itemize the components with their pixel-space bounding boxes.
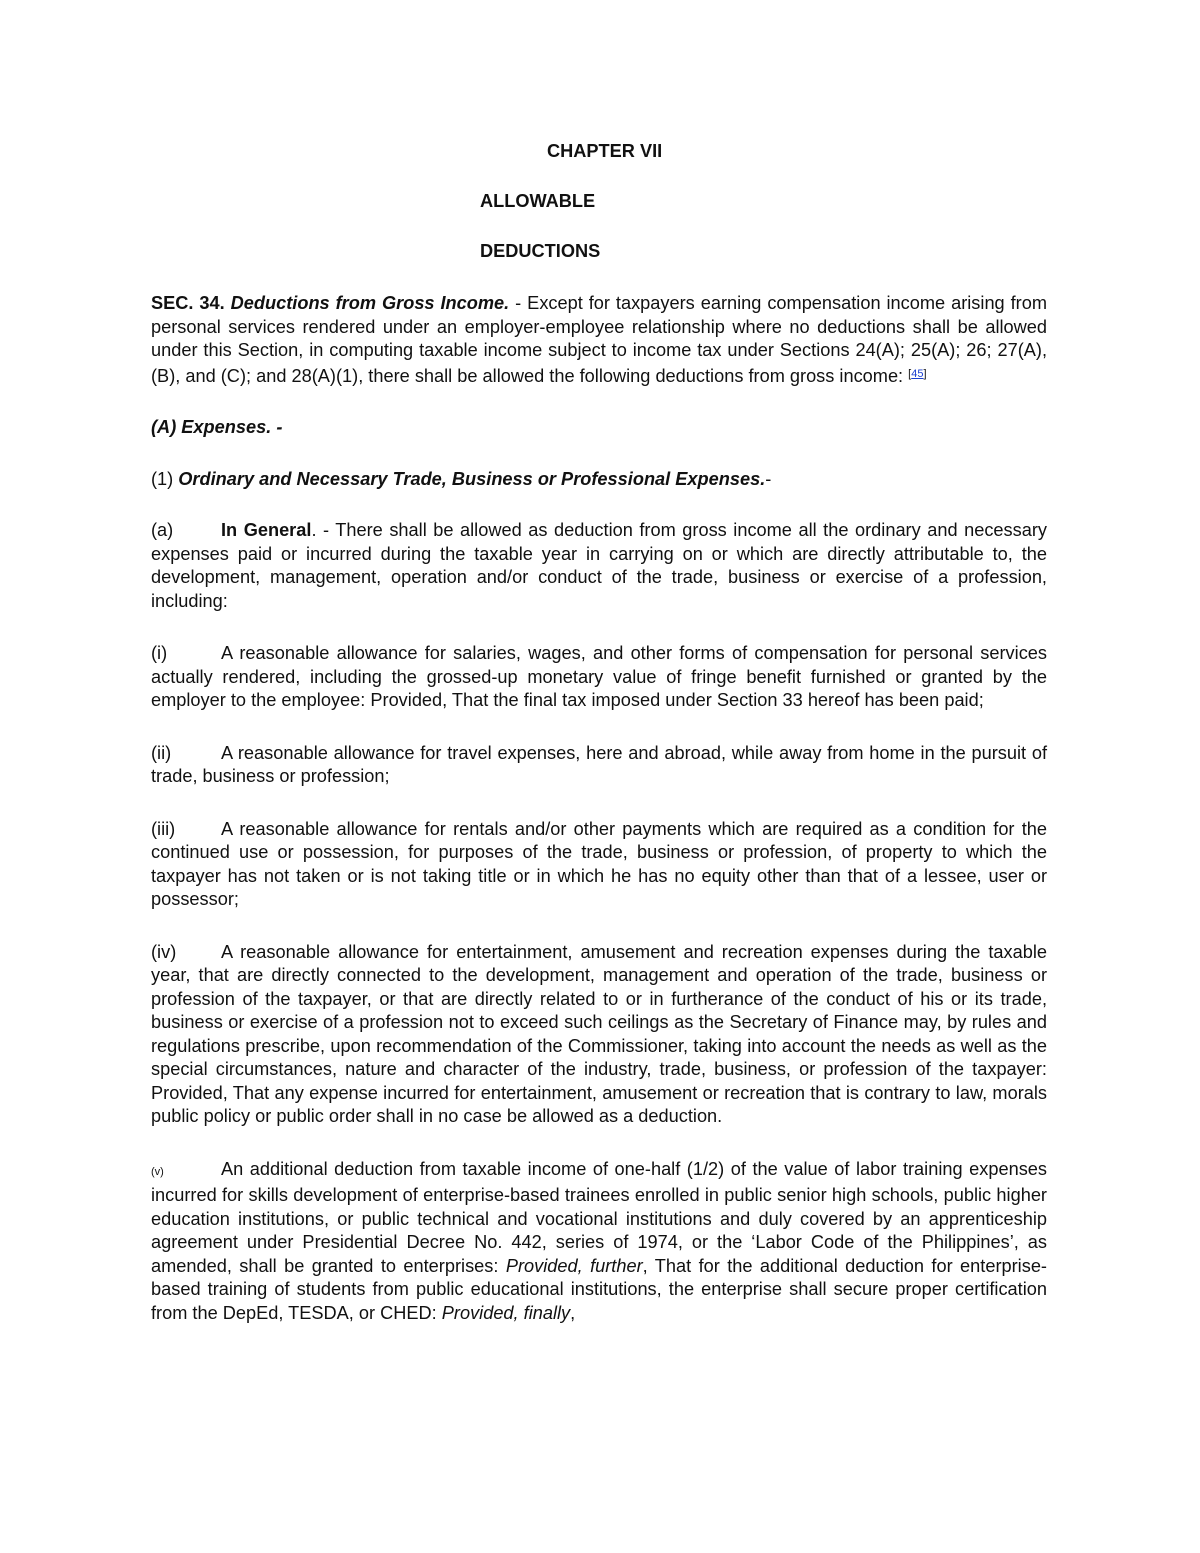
- expenses-label: (A) Expenses. -: [151, 417, 283, 437]
- item-i-marker: (i): [151, 643, 168, 663]
- document-page: [151, 140, 1047, 1325]
- item-v-marker-text: (v): [151, 1165, 164, 1178]
- item-i-text: A reasonable allowance for salaries, wages, and other forms of compensation for personal services actually rendered, including the grossed-up monetary value of fringe benefit furnished or granted by the employer to the employee: Provided, That the final tax imposed under Section 33 hereof has been paid;: [151, 643, 1047, 710]
- item-iv-paragraph: [151, 941, 1047, 1129]
- in-general-paragraph: [151, 519, 1047, 613]
- in-general-title: In General: [221, 520, 312, 540]
- item-v-text-c: ,: [570, 1302, 576, 1323]
- item-v-text-a: An additional deduction from taxable income of one-half (1/2) of the value of labor training expenses incurred for skills development of enterprise-based trainees enrolled in public senior high schools, public higher education institutions, or public technical and vocational institutions and duly covered by an apprenticeship agreement under Presidential Decree No. 442, series of 1974, or the ‘Labor Code of the Philippines’, as amended, shall be granted to enterprises:: [151, 1158, 1047, 1276]
- section-34-paragraph: [151, 292, 1047, 388]
- item-iii-paragraph: [151, 818, 1047, 912]
- footnote-close-bracket: ]: [923, 367, 927, 380]
- item-iii-text: A reasonable allowance for rentals and/or other payments which are required as a condition for the continued use or possession, for purposes of the trade, business or profession, of property to which the taxpayer has not taken or is not taking title or in which he has no equity other than that of a lessee, user or possessor;: [151, 818, 1047, 909]
- section-label: SEC. 34.: [151, 293, 225, 313]
- expenses-subheading: [151, 416, 1047, 440]
- item-iv-text: A reasonable allowance for entertainment, amusement and recreation expenses during the taxable year, that are directly connected to the development, management and operation of the trade, business or profession of the taxpayer, or that are directly related to or in furtherance of the conduct of his or its trade, business or exercise of a profession not to exceed such ceilings as the Secretary of Finance may, by rules and regulations prescribe, upon recommendation of the Commissioner, taking into account the needs as well as the special circumstances, nature and character of the industry, trade, business, or profession of the taxpayer: Provided, That any expense incurred for entertainment, amusement or recreation that is contrary to law, morals public policy or public order shall in no case be allowed as a deduction.: [151, 941, 1047, 1126]
- in-general-body: . - There shall be allowed as deduction from gross income all the ordinary and necessary expenses paid or incurred during the taxable year in carrying on or which are directly attributable to, the development, management, operation and/or conduct of the trade, business or exercise of a profession, including:: [151, 520, 1048, 611]
- item-iv-marker: (iv): [151, 941, 177, 962]
- ordinary-expenses-subheading: [151, 468, 1047, 492]
- footnote-link[interactable]: 45: [911, 367, 924, 380]
- section-body: - Except for taxpayers earning compensation income arising from personal services rendered under an employer-employee relationship where no deductions shall be allowed under this Section, in computing taxable income subject to income tax under Sections 24(A); 25(A); 26; 27(A), (B), and (C); and 28(A)(1), there shall be allowed the following deductions from gross income:: [151, 293, 1047, 386]
- footnote-ref[interactable]: [908, 368, 926, 380]
- item-v-marker: [151, 1158, 221, 1185]
- item-v-text-b: , That for the additional deduction for enterprise-based training of students from public educational institutions, the enterprise shall secure proper certification from the DepEd, TESDA, or CHED:: [151, 1255, 1047, 1323]
- item-ii-marker: (ii): [151, 742, 172, 763]
- ordinary-number: (1): [151, 468, 179, 489]
- item-v-paragraph: [151, 1158, 1047, 1326]
- item-v-italic-b: Provided, finally: [441, 1302, 571, 1323]
- deductions-heading: DEDUCTIONS: [480, 241, 601, 261]
- item-iii-marker: (iii): [151, 818, 176, 839]
- item-ii-text: A reasonable allowance for travel expenses, here and abroad, while away from home in the pursuit of trade, business or profession;: [151, 742, 1047, 786]
- item-v-italic-a: Provided, further: [505, 1255, 643, 1276]
- chapter-heading: CHAPTER VII: [547, 141, 663, 161]
- section-title: Deductions from Gross Income.: [230, 293, 510, 313]
- ordinary-dash: -: [765, 468, 772, 489]
- footnote-open-bracket: [: [908, 367, 912, 380]
- item-i-paragraph: [151, 642, 1047, 713]
- allowable-heading: ALLOWABLE: [480, 191, 596, 211]
- ordinary-title: Ordinary and Necessary Trade, Business or Professional Expenses.: [178, 468, 766, 489]
- in-general-marker: (a): [151, 520, 174, 540]
- item-ii-paragraph: [151, 742, 1047, 789]
